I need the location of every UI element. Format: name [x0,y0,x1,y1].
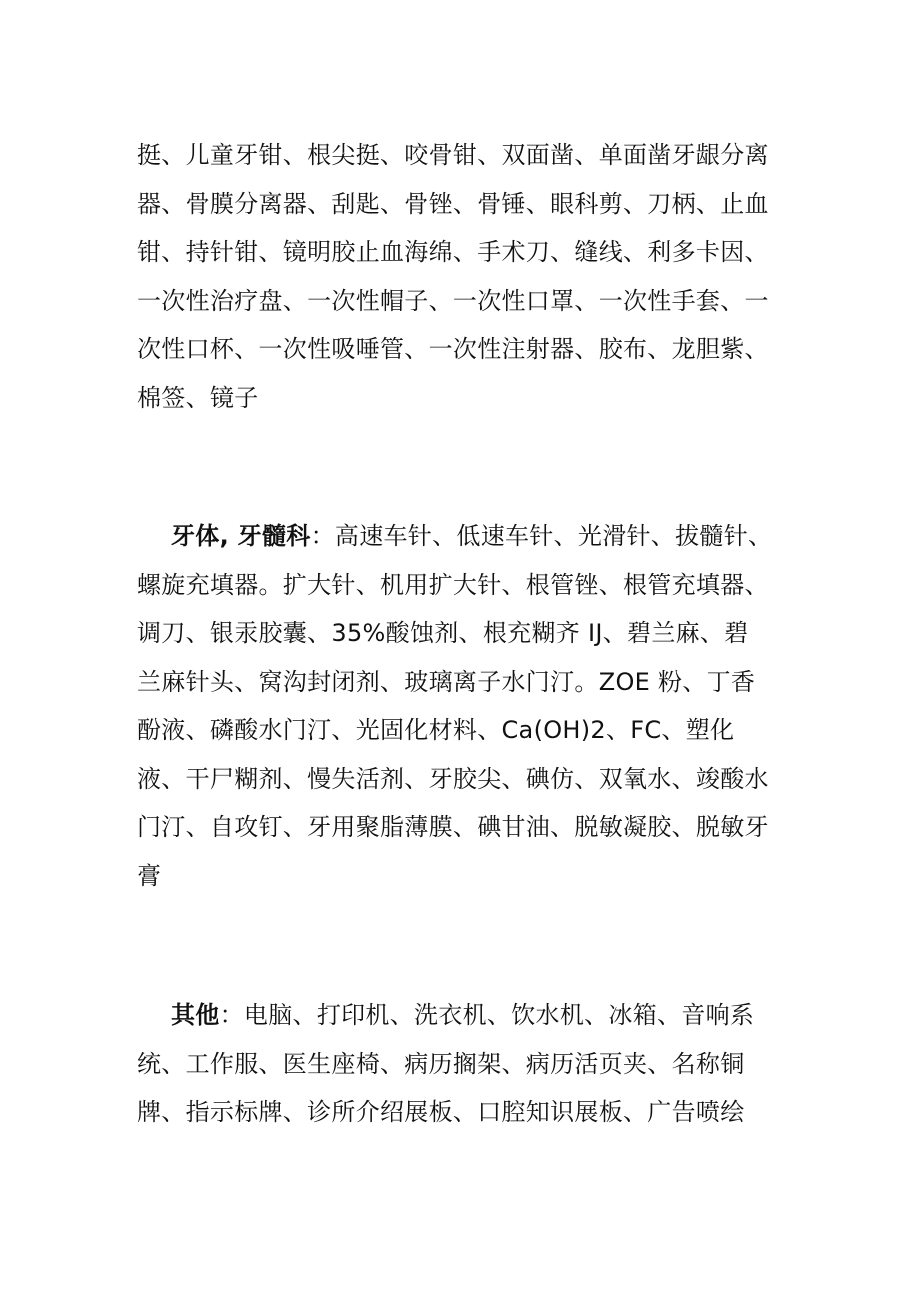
heading-colon: ： [310,522,335,550]
heading-colon: ： [219,1001,244,1029]
paragraph-line: 棉签、镜子 [137,383,259,412]
paragraph-line: 门汀、自攻钉、牙用聚脂薄膜、碘甘油、脱敏凝胶、脱敏牙 [137,813,769,841]
paragraph-line: 统、工作服、医生座椅、病历搁架、病历活页夹、名称铜 [137,1049,745,1078]
paragraph-line: 调刀、银汞胶囊、35%酸蚀剂、根充糊齐 IJ、碧兰麻、碧 [137,619,749,647]
paragraph-line: 牌、指示标牌、诊所介绍展板、口腔知识展板、广告喷绘 [137,1098,745,1126]
equipment-list-paragraph [137,131,787,422]
section-heading: 牙体, 牙髓科 [171,522,311,550]
paragraph-line: 挺、儿童牙钳、根尖挺、咬骨钳、双面凿、单面凿牙龈分离 [137,141,769,169]
paragraph-first-line [137,512,787,561]
paragraph-line: 螺旋充填器。扩大针、机用扩大针、根管锉、根管充填器、 [137,570,769,599]
paragraph-line: 次性口杯、一次性吸唾管、一次性注射器、胶布、龙胆紫、 [137,335,769,363]
paragraph-first-line [137,991,787,1040]
paragraph-line: 膏 [137,861,162,890]
section-heading: 其他 [171,1001,220,1029]
paragraph-line: 液、干尸糊剂、慢失活剂、牙胶尖、碘仿、双氧水、竣酸水 [137,764,769,793]
paragraph-line: 器、骨膜分离器、刮匙、骨锉、骨锤、眼科剪、刀柄、止血 [137,189,769,218]
paragraph-line: 一次性治疗盘、一次性帽子、一次性口罩、一次性手套、一 [137,286,769,315]
paragraph-text: 高速车针、低速车针、光滑针、拔髓针、 [334,522,773,550]
paragraph-line: 酚液、磷酸水门汀、光固化材料、Ca(OH)2、FC、塑化 [137,716,735,744]
other-items-paragraph [137,991,787,1137]
paragraph-line: 兰麻针头、窝沟封闭剂、玻璃离子水门汀。ZOE 粉、丁香 [137,667,756,696]
endodontics-paragraph [137,512,787,900]
paragraph-line: 钳、持针钳、镜明胶止血海绵、手术刀、缝线、利多卡因、 [137,238,769,266]
paragraph-text: 电脑、打印机、洗衣机、饮水机、冰箱、音响系 [243,1001,755,1029]
